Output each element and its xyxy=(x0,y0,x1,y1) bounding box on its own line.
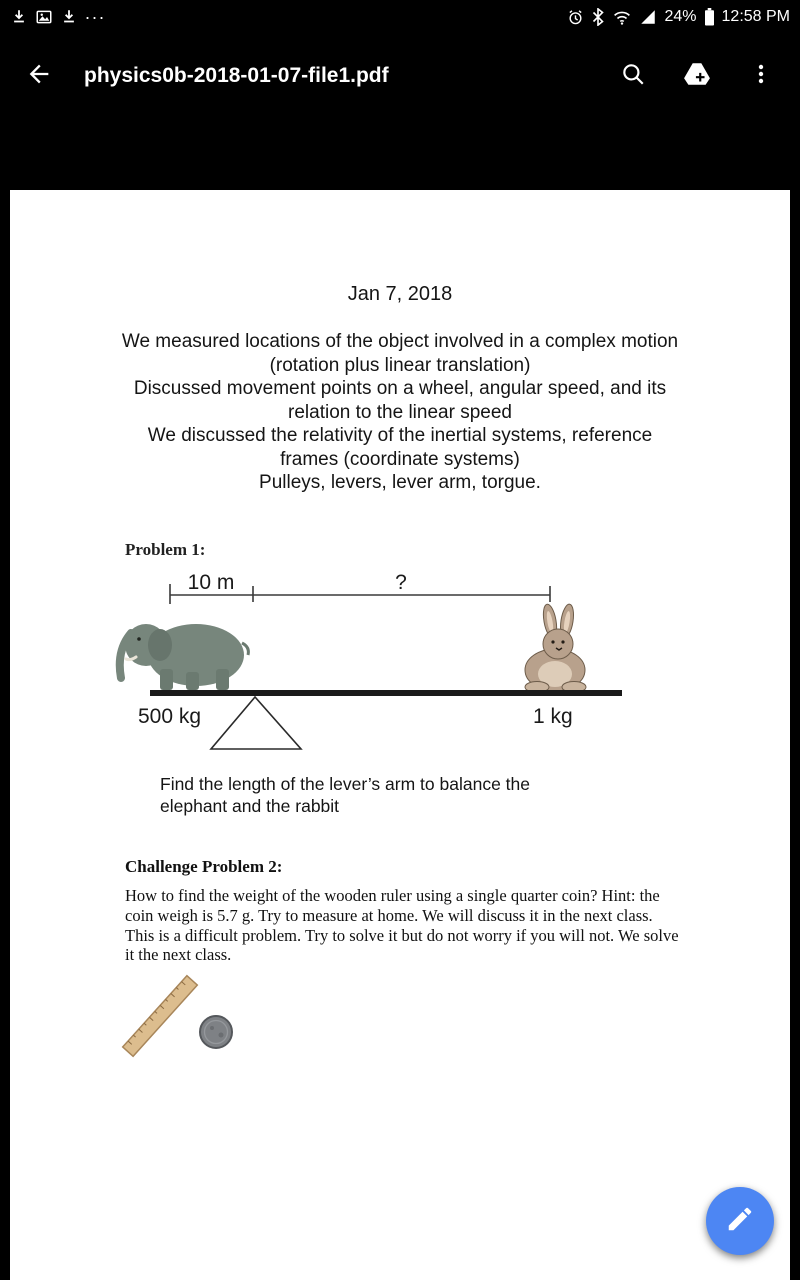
rabbit-image xyxy=(525,603,586,692)
add-to-drive-button[interactable] xyxy=(680,59,714,93)
battery-percent-text: 24% xyxy=(664,8,697,25)
problem2-heading: Challenge Problem 2: xyxy=(125,857,283,876)
elephant-image xyxy=(120,624,249,690)
lever-diagram xyxy=(10,573,790,755)
gallery-icon xyxy=(35,8,53,26)
ruler-image xyxy=(123,976,198,1057)
battery-icon xyxy=(704,8,715,26)
document-title: physics0b-2018-01-07-file1.pdf xyxy=(84,64,389,87)
bluetooth-icon xyxy=(591,8,605,26)
right-distance-label: ? xyxy=(395,573,407,594)
status-left-cluster xyxy=(10,2,107,28)
right-mass-label: 1 kg xyxy=(533,705,573,728)
edit-fab-button[interactable] xyxy=(706,1187,774,1255)
status-more-indicator: ... xyxy=(85,2,107,23)
summary-line: Pulleys, levers, lever arm, torgue. xyxy=(259,472,541,493)
alarm-icon xyxy=(567,9,584,26)
lesson-summary xyxy=(120,330,680,495)
overflow-menu-button[interactable] xyxy=(744,59,778,93)
left-distance-label: 10 m xyxy=(187,573,235,594)
download-done-icon xyxy=(10,8,28,26)
pdf-page[interactable] xyxy=(10,190,790,1280)
summary-line: We measured locations of the object involved in a complex motion (rotation plus linear translation) xyxy=(121,331,679,376)
status-right-cluster xyxy=(567,8,790,26)
edit-pencil-icon xyxy=(725,1204,755,1239)
app-bar-actions xyxy=(616,59,778,93)
problem2-body: How to find the weight of the wooden ruler using a single quarter coin? Hint: the coin weigh is 5.7 g. Try to measure at home. We will discuss it in the next class. This is a difficult problem. Try to solve it but do not worry if you will not. We solve it the next class. xyxy=(125,886,679,965)
download-done-icon xyxy=(60,8,78,26)
summary-line: Discussed movement points on a wheel, angular speed, and its relation to the linear speed xyxy=(133,378,667,423)
cellular-signal-icon xyxy=(639,8,657,26)
ruler-and-coin-image xyxy=(118,972,258,1064)
search-button[interactable] xyxy=(616,59,650,93)
coin-image xyxy=(200,1016,232,1048)
status-bar xyxy=(0,0,800,34)
clock-text: 12:58 PM xyxy=(721,8,790,25)
problem1-caption xyxy=(160,773,580,817)
search-icon xyxy=(620,61,646,92)
arrow-back-icon xyxy=(25,60,53,93)
fulcrum-triangle xyxy=(211,697,301,749)
summary-line: We discussed the relativity of the inertial systems, reference frames (coordinate systems) xyxy=(147,425,653,470)
drive-add-icon xyxy=(683,61,711,92)
caption-line: elephant and the rabbit xyxy=(160,796,340,816)
back-button[interactable] xyxy=(22,59,56,93)
date-heading: Jan 7, 2018 xyxy=(347,283,453,305)
more-vert-icon xyxy=(749,62,773,91)
problem1-heading: Problem 1: xyxy=(125,540,206,559)
caption-line: Find the length of the lever’s arm to balance the xyxy=(160,774,530,794)
wifi-icon xyxy=(612,8,632,26)
app-bar xyxy=(0,46,800,106)
left-mass-label: 500 kg xyxy=(138,705,202,728)
